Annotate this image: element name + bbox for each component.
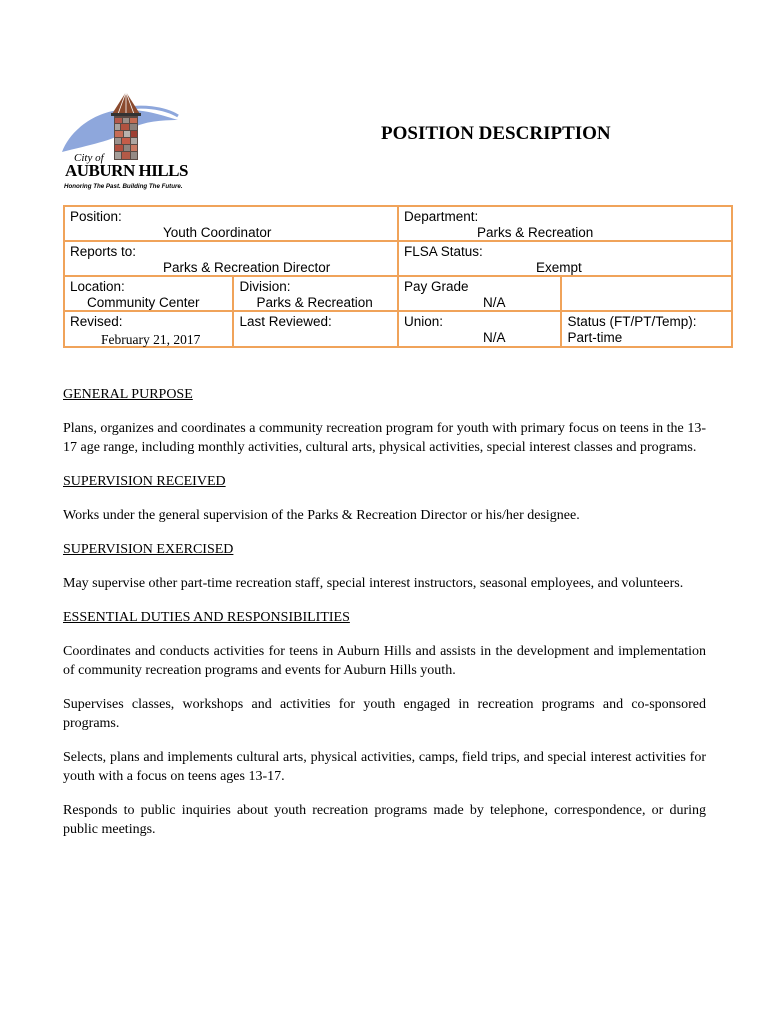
- general-purpose-text: Plans, organizes and coordinates a community recreation program for youth with primary focus on teens in the 13-17 age range, including monthly activities, cultural arts, physical activities, special interest classes and programs.: [63, 421, 706, 455]
- position-info-table: [63, 205, 733, 348]
- revised-label: Revised:: [70, 314, 123, 329]
- supervision-received-text: Works under the general supervision of the Parks & Recreation Director or his/her designee.: [63, 508, 580, 523]
- last-reviewed-cell: [233, 311, 398, 347]
- reports-to-value: Parks & Recreation Director: [163, 260, 331, 275]
- position-cell: [64, 206, 398, 241]
- general-purpose-heading: GENERAL PURPOSE: [63, 387, 193, 402]
- reports-to-label: Reports to:: [70, 244, 137, 259]
- location-cell: [64, 276, 233, 311]
- logo-tagline: Honoring The Past. Building The Future.: [64, 183, 183, 190]
- page-title: POSITION DESCRIPTION: [381, 123, 611, 144]
- status-label: Status (FT/PT/Temp):: [567, 314, 697, 329]
- status-value: Part-time: [567, 330, 623, 345]
- union-cell: [398, 311, 562, 347]
- city-logo: [60, 90, 190, 195]
- supervision-exercised-heading: SUPERVISION EXERCISED: [63, 542, 234, 557]
- document-body: [63, 385, 706, 854]
- department-cell: [398, 206, 732, 241]
- essential-duties-heading: ESSENTIAL DUTIES AND RESPONSIBILITIES: [63, 610, 350, 625]
- duty-paragraph: Coordinates and conducts activities for teens in Auburn Hills and assists in the development and implementation of community recreation programs and events for Auburn Hills youth.: [63, 644, 706, 678]
- pay-grade-label: Pay Grade: [403, 279, 469, 294]
- logo-name: AUBURN HILLS: [65, 161, 188, 180]
- flsa-status-value: Exempt: [535, 260, 582, 275]
- revised-cell: [64, 311, 233, 347]
- location-value: Community Center: [87, 295, 200, 310]
- status-cell: [561, 311, 732, 347]
- duty-paragraph: Supervises classes, workshops and activities for youth engaged in recreation programs and co-sponsored programs.: [63, 697, 706, 731]
- division-label: Division:: [239, 279, 291, 294]
- flsa-status-label: FLSA Status:: [403, 244, 483, 259]
- duty-paragraph: Selects, plans and implements cultural arts, physical activities, camps, field trips, and special interest activities for youth with a focus on teens ages 13-17.: [63, 750, 706, 784]
- logo-city-of: City of: [74, 152, 104, 164]
- position-label: Position:: [70, 209, 122, 224]
- last-reviewed-label: Last Reviewed:: [239, 314, 332, 329]
- division-value: Parks & Recreation: [256, 295, 373, 310]
- location-label: Location:: [70, 279, 125, 294]
- revised-value: February 21, 2017: [101, 332, 201, 347]
- union-label: Union:: [403, 314, 444, 329]
- supervision-exercised-text: May supervise other part-time recreation staff, special interest instructors, seasonal employees, and volunteers.: [63, 576, 684, 591]
- flsa-status-cell: [398, 241, 732, 276]
- union-value: N/A: [482, 330, 506, 345]
- position-value: Youth Coordinator: [163, 225, 272, 240]
- supervision-received-heading: SUPERVISION RECEIVED: [63, 474, 226, 489]
- pay-grade-cell: [398, 276, 562, 311]
- pay-grade-value: N/A: [482, 295, 506, 310]
- department-label: Department:: [403, 209, 479, 224]
- duty-paragraph: Responds to public inquiries about youth recreation programs made by telephone, correspondence, or during public meetings.: [63, 803, 706, 837]
- department-value: Parks & Recreation: [476, 225, 594, 240]
- empty-cell: [561, 276, 732, 311]
- division-cell: [233, 276, 398, 311]
- reports-to-cell: [64, 241, 398, 276]
